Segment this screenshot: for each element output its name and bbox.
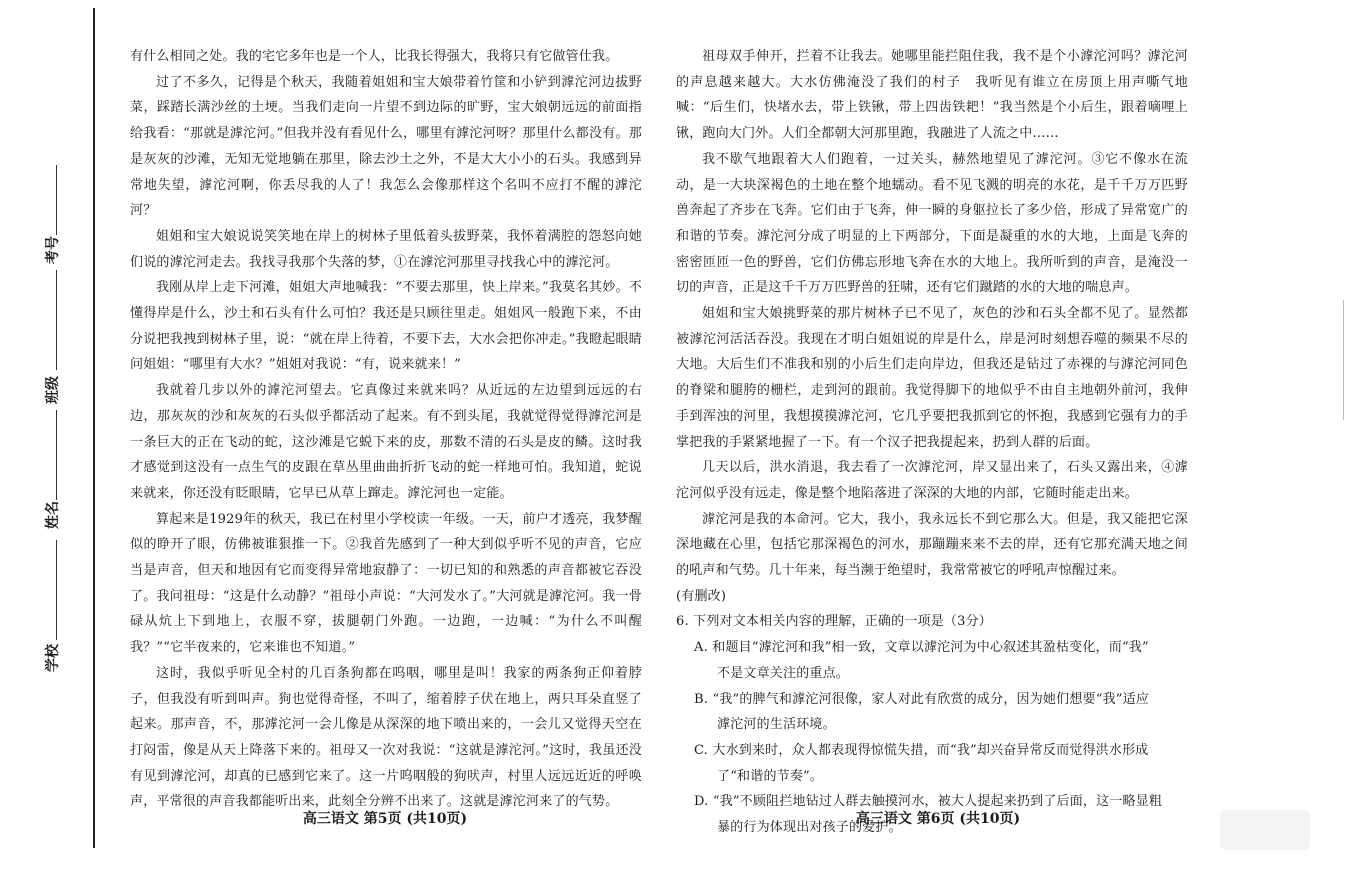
left-page-footer: 高三语文 第5页 (共10页) (302, 811, 468, 827)
binding-line (93, 8, 95, 848)
kaohao-label: 考号 (45, 236, 61, 264)
option-text: 大水到来时，众人都表现得惊慌失措，而“我”却兴奋异常反而觉得洪水形成 (712, 742, 1149, 758)
kaohao-line (56, 165, 57, 235)
left-para-3: 姐姐和宝大娘说说笑笑地在岸上的树林子里低着头拔野菜，我怀着满腔的怨怒向她们说的滹沱河走去。我找寻我那个失落的梦，①在滹沱河那里寻找我心中的滹沱河。 (130, 228, 642, 270)
option-text: “我”不顾阻拦地钻过人群去触摸河水，被大人提起来扔到了后面，这一略显粗 (712, 794, 1163, 810)
question-option-c (676, 738, 1188, 789)
option-label: B. (694, 691, 709, 707)
option-label: C. (694, 742, 709, 758)
question-option-a (676, 635, 1188, 686)
option-label: D. (694, 794, 709, 810)
xingming-line (56, 410, 57, 500)
right-para-4: 几天以后，洪水消退，我去看了一次滹沱河，岸又显出来了，石头又露出来，④滹沱河似乎没有远走，像是整个地陷落进了深深的大地的内部，它随时能走出来。 (676, 460, 1188, 501)
right-para-2: 我不歇气地跟着大人们跑着，一过关头，赫然地望见了滹沱河。③它不像水在流动，是一大块深褐色的土地在整个地蠕动。看不见飞溅的明亮的水花，是千千万万匹野兽奔起了齐步在飞奔。它们由于飞奔，伸一瞬的身躯拉长了多少倍，形成了异常宽广的和谐的节奏。滹沱河分成了明显的上下两部分，下面是凝重的水的大地，上面是飞奔的密密匝匝一色的野兽，它们仿佛忘形地飞奔在水的大地上。我所听到的声音，是淹没一切的声音，正是这千千万万匹野兽的狂啸，还有它们蹴踏的水的大地的喘息声。 (676, 151, 1188, 296)
right-para-5: 滹沱河是我的本命河。它大，我小，我永远长不到它那么大。但是，我又能把它深深地藏在心里，包括它那深褐色的河水，那蹦蹦来来不去的岸，还有它那充满天地之间的吼声和气势。几十年来，每当濒于绝望时，我常常被它的呼吼声惊醒过来。 (676, 511, 1188, 579)
option-text: 和题目“滹沱河和我”相一致，文章以滹沱河为中心叙述其盈枯变化，而“我” (712, 640, 1149, 656)
left-para-2: 过了不多久，记得是个秋天，我随着姐姐和宝大娘带着竹筐和小铲到滹沱河边拔野菜，踩踏长满沙丝的土埂。当我们走向一片望不到边际的旷野，宝大娘朝远远的前面指给我看：“那就是滹沱河。”但我并没有看见什么，哪里有滹沱河呀？那里什么都没有。那是灰灰的沙滩，无知无觉地躺在那里，除去沙土之外，不是大大小小的石头。我感到异常地失望，滹沱河啊，你丢尽我的人了！我怎么会像那样这个名叫不应打不醒的滹沱河？ (130, 74, 642, 219)
left-para-4: 我刚从岸上走下河滩，姐姐大声地喊我：“不要去那里，快上岸来。”我莫名其妙。不懂得岸是什么，沙土和石头有什么可怕？我还是只顾往里走。姐姐风一般跑下来，不由分说把我拽到树林子里，说：“就在岸上待着，不要下去，大水会把你冲走。”我瞪起眼睛问姐姐：“哪里有大水？”姐姐对我说：“有，说来就来！” (130, 280, 642, 373)
left-para-1: 有什么相同之处。我的宅它多年也是一个人，比我长得强大，我将只有它做管仕我。 (130, 49, 619, 64)
left-page-column (130, 44, 642, 815)
left-para-6: 算起来是1929年的秋天，我已在村里小学校读一年级。一天，前户才透亮，我梦醒似的睁开了眼，仿佛被谁狠推一下。②我首先感到了一种大到似乎听不见的声音，它应当是声音，但天和地因有它而变得异常地寂静了：一切已知的和熟悉的声音都被它吞没了。我问祖母：“这是什么动静？”祖母小声说：“大河发水了。”大河就是滹沱河。我一骨碌从炕上下到地上，衣服不穿，拔腿朝门外跑。一边跑，一边喊：“为什么不叫醒我？”“它半夜来的，它来谁也不知道。” (130, 511, 642, 656)
question-option-b (676, 687, 1188, 738)
binding-gutter (0, 0, 100, 883)
xuexiao-line (56, 540, 57, 640)
option-text-cont: 滹沱河的生活环境。 (717, 717, 836, 733)
right-para-1: 祖母双手伸开，拦着不让我去。她哪里能拦阻住我，我不是个小滹沱河吗？滹沱河的声息越来越大。大水仿佛淹没了我们的村子 我听见有谁立在房顶上用声嘶气地喊：“后生们，快堵水去，带上铁锹，带上四齿铁耙！”我当然是个小后生，跟着嘀哩上锹，跑向大门外。人们全都朝大河那里跑，我融进了人流之中…… (676, 49, 1188, 142)
option-text-cont: 了“和谐的节奏”。 (717, 768, 824, 784)
xingming-label: 姓名 (45, 501, 61, 529)
scan-smudge (1220, 810, 1310, 850)
banji-line (56, 270, 57, 370)
right-page-footer: 高三语文 第6页 (共10页) (855, 811, 1021, 827)
right-para-3: 姐姐和宝大娘挑野菜的那片树林子已不见了，灰色的沙和石头全都不见了。显然都被滹沱河活活吞没。我现在才明白姐姐说的岸是什么，岸是河时刻想吞噬的频果不尽的大地。大后生们不准我和别的小后生们走向岸边，但我还是钻过了赤裸的与滹沱河同色的脊梁和腿胯的栅栏，走到河的跟前。我觉得脚下的地似乎不由自主地朝外前河，我伸手到浑浊的河里，我想摸摸滹沱河，它几乎要把我抓到它的怀抱，我感到它强有力的手掌把我的手紧紧地握了一下。有一个汉子把我提起来，扔到人群的后面。 (676, 306, 1188, 450)
scan-edge-mark (1343, 300, 1344, 420)
left-para-5: 我就着几步以外的滹沱河望去。它真像过来就来吗？从近远的左边望到远远的右边，那灰灰的沙和灰灰的石头似乎都活动了起来。有不到头尾，我就觉得觉得滹沱河是一条巨大的正在飞动的蛇，这沙滩是它蜕下来的皮，那数不清的石头是皮的鳞。这时我才感觉到这没有一点生气的皮跟在草丛里曲曲折折飞动的蛇一样地可怕。我知道，蛇说来就来，你还没有眨眼睛，它早已从草上蹿走。滹沱河也一定能。 (130, 383, 642, 501)
left-para-7: 这时，我似乎听见全村的几百条狗都在呜咽，哪里是叫！我家的两条狗正仰着脖子，但我没有听到叫声。狗也觉得奇怪，不叫了，缩着脖子伏在地上，两只耳朵直竖了起来。那声音，不，那滹沱河一会儿像是从深深的地下喷出来的，一会儿又觉得天空在打闷雷，像是从天上降落下来的。祖母又一次对我说：“这就是滹沱河。”这时，我虽还没有见到滹沱河，却真的已感到它来了。这一片呜咽般的狗吠声，村里人远远近近的呼唤声，平常很的声音我都能听出来，此刻全分辨不出来了。这就是滹沱河来了的气势。 (130, 665, 642, 810)
option-text-cont: 不是文章关注的重点。 (717, 665, 850, 681)
xuexiao-label: 学校 (45, 644, 61, 672)
question-stem: 6. 下列对文本相关内容的理解，正确的一项是（3分） (676, 614, 993, 630)
option-label: A. (694, 640, 708, 656)
option-text: “我”的脾气和滹沱河很像，家人对此有欣赏的成分，因为她们想要“我”适应 (712, 691, 1150, 707)
source-note: (有删改) (676, 588, 727, 604)
option-text-cont: 暴的行为体现出对孩子的爱护。 (717, 820, 902, 836)
right-page-column (676, 44, 1188, 841)
banji-label: 班级 (45, 376, 61, 404)
